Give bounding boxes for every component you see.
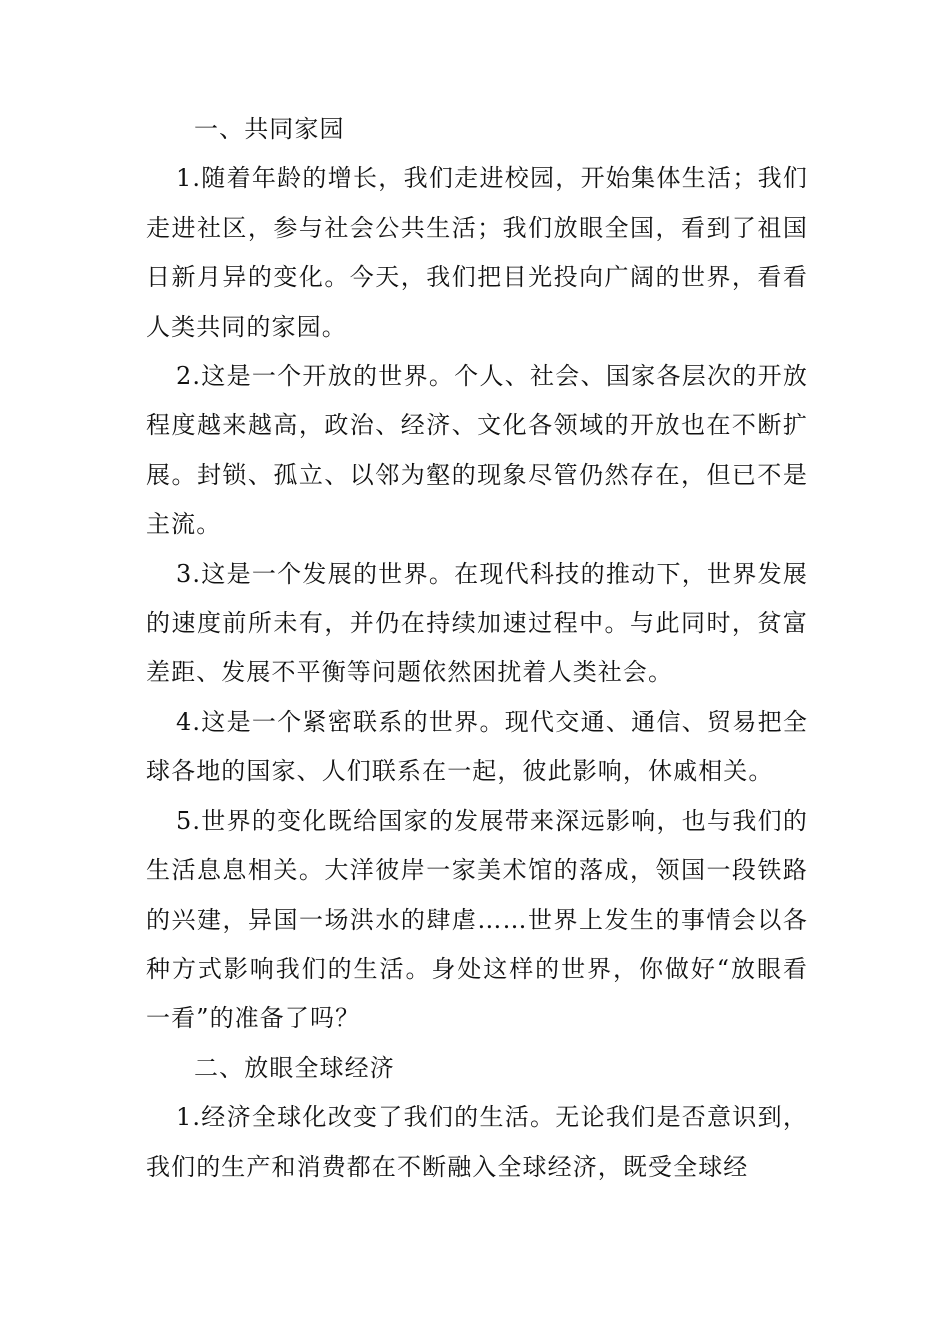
paragraph-5: 5.世界的变化既给国家的发展带来深远影响，也与我们的生活息息相关。大洋彼岸一家美术馆的落成，领国一段铁路的兴建，异国一场洪水的肆虐……世界上发生的事情会以各种方式影响我们的生活。身处这样的世界，你做好“放眼看一看”的准备了吗？: [146, 806, 808, 1033]
paragraph-3: 3.这是一个发展的世界。在现代科技的推动下，世界发展的速度前所未有，并仍在持续加速过程中。与此同时，贫富差距、发展不平衡等问题依然困扰着人类社会。: [146, 559, 808, 687]
paragraph-2: 2.这是一个开放的世界。个人、社会、国家各层次的开放程度越来越高，政治、经济、文化各领域的开放也在不断扩展。封锁、孤立、以邻为壑的现象尽管仍然存在，但已不是主流。: [146, 362, 808, 539]
document-body: [146, 105, 808, 1192]
section-heading-global-economy: 二、放眼全球经济: [194, 1053, 395, 1082]
paragraph-1: 1.随着年龄的增长，我们走进校园，开始集体生活；我们走进社区，参与社会公共生活；我们放眼全国，看到了祖国日新月异的变化。今天，我们把目光投向广阔的世界，看看人类共同的家园。: [146, 164, 808, 341]
paragraph-4: 4.这是一个紧密联系的世界。现代交通、通信、贸易把全球各地的国家、人们联系在一起，彼此影响，休戚相关。: [146, 707, 808, 786]
section-heading-common-home: 一、共同家园: [194, 115, 345, 143]
paragraph-6: 1.经济全球化改变了我们的生活。无论我们是否意识到，我们的生产和消费都在不断融入全球经济，既受全球经: [146, 1103, 808, 1181]
